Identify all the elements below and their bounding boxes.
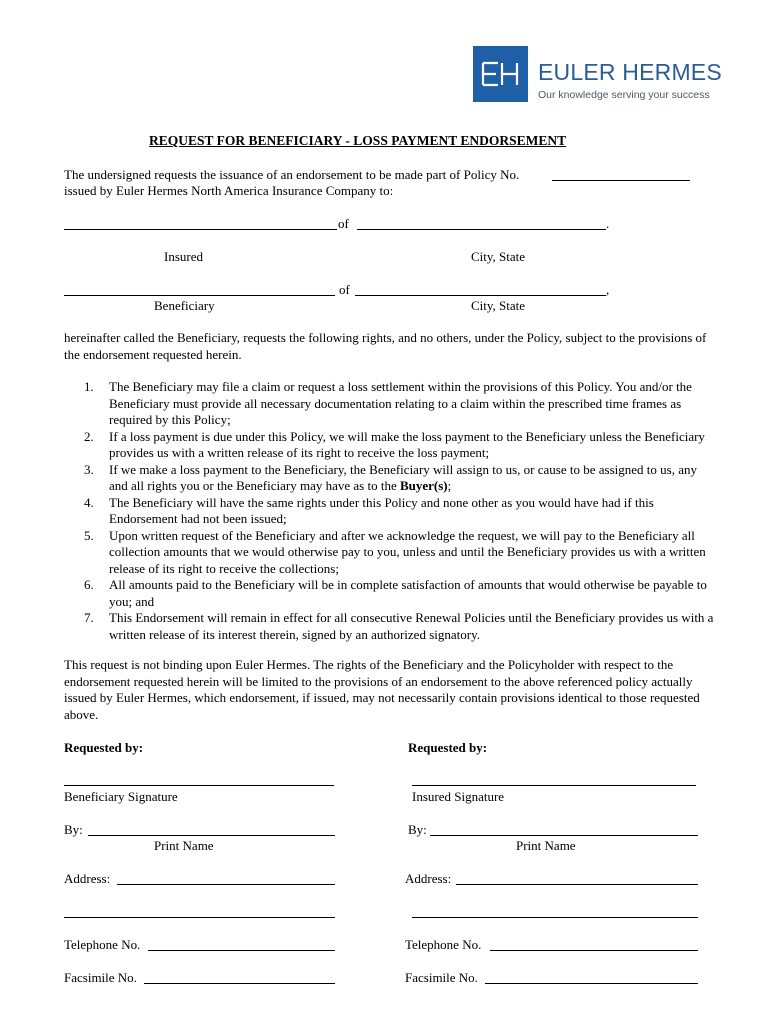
of-label-2: of [339,282,350,297]
list-item [64,379,714,429]
right-requested-by: Requested by: [408,740,488,755]
insured-label: Insured [164,249,203,264]
right-address-field-2[interactable] [412,917,698,918]
list-item-text-end: ; [447,478,452,493]
list-item [64,495,714,528]
list-item-number: 7. [84,610,94,625]
disclaimer-paragraph: This request is not binding upon Euler Hermes. The rights of the Beneficiary and the Policyholder with respect to the endorsement requested herein will be limited to the provisions of an endorsement to the above referenced policy actually issued by Euler Hermes, which endorsement, if issued, may not necessarily contain provisions identical to those requested above. [64,657,700,722]
rights-list [64,379,714,643]
euler-hermes-logo [473,46,528,102]
list-item-text: This Endorsement will remain in effect for all consecutive Renewal Policies until the Beneficiary provides us with a written release of its interest therein, signed by an authorized signatory. [109,610,714,642]
hereinafter-paragraph: hereinafter called the Beneficiary, requests the following rights, and no others, under the Policy, subject to the provisions of the endorsement requested herein. [64,330,707,362]
list-item-number: 5. [84,527,94,543]
left-address-label: Address: [64,871,111,886]
list-item [64,429,714,462]
eh-logo-mark-icon [473,46,528,102]
beneficiary-signature-label: Beneficiary Signature [64,789,178,804]
list-item-number: 1. [84,379,94,394]
left-address-field[interactable] [117,884,335,885]
logo-company-name: EULER HERMES [538,59,722,85]
list-item-number: 6. [84,577,94,592]
list-item-text: The Beneficiary will have the same rights under this Policy and none other as you would have had if this Endorsement had not been issued; [109,494,654,526]
policy-number-field[interactable] [552,180,690,181]
left-by-label: By: [64,822,83,837]
insured-city-state-field[interactable] [357,229,606,230]
beneficiary-city-state-field[interactable] [355,295,606,296]
right-facsimile-field[interactable] [485,983,698,984]
right-telephone-label: Telephone No. [405,937,482,952]
left-telephone-field[interactable] [148,950,335,951]
logo-tagline: Our knowledge serving your success [538,89,710,101]
list-item-number: 2. [84,428,94,444]
list-item-text: All amounts paid to the Beneficiary will be in complete satisfaction of amounts that would otherwise be payable to you; and [109,577,707,609]
comma-mark: , [606,282,610,297]
list-item [64,462,714,495]
beneficiary-label: Beneficiary [154,298,215,313]
left-telephone-label: Telephone No. [64,937,141,952]
left-requested-by: Requested by: [64,740,144,755]
list-item-number: 3. [84,461,94,477]
document-title: REQUEST FOR BENEFICIARY - LOSS PAYMENT ENDORSEMENT [149,133,567,148]
insured-name-field[interactable] [64,229,337,230]
right-address-field[interactable] [456,884,698,885]
insured-signature-field[interactable] [412,785,696,786]
city-state-label-2: City, State [471,298,526,313]
list-item-text: If a loss payment is due under this Policy, we will make the loss payment to the Beneficiary unless the Beneficiary provides us with a written release of its right to receive the loss payment; [109,428,705,460]
of-label-1: of [338,216,349,231]
right-address-label: Address: [405,871,452,886]
list-item-text: Upon written request of the Beneficiary and after we acknowledge the request, we will pay to the Beneficiary all collection amounts that we would otherwise pay to you, unless and until the Beneficiary provides us with a written release of its right to receive the collections; [109,527,706,576]
beneficiary-name-field[interactable] [64,295,335,296]
right-telephone-field[interactable] [490,950,698,951]
left-address-field-2[interactable] [64,917,335,918]
list-item-number: 4. [84,494,94,510]
right-print-name-field[interactable] [430,835,698,836]
beneficiary-signature-field[interactable] [64,785,334,786]
right-by-label: By: [408,822,427,837]
intro-line-1: The undersigned requests the issuance of an endorsement to be made part of Policy No. [64,167,520,182]
period-mark: . [606,216,610,231]
intro-line-2: issued by Euler Hermes North America Insurance Company to: [64,183,394,198]
city-state-label-1: City, State [471,249,526,264]
left-print-name-label: Print Name [154,838,214,853]
list-item-text: If we make a loss payment to the Beneficiary, the Beneficiary will assign to us, or cause to be assigned to us, any and all rights you or the Beneficiary may have as to the [109,461,697,493]
insured-signature-label: Insured Signature [412,789,505,804]
left-print-name-field[interactable] [88,835,335,836]
right-facsimile-label: Facsimile No. [405,970,478,985]
left-facsimile-label: Facsimile No. [64,970,137,985]
list-item [64,528,714,578]
list-item [64,610,714,643]
list-item-text: The Beneficiary may file a claim or request a loss settlement within the provisions of this Policy. You and/or the Beneficiary must provide all necessary documentation relating to a claim within the prescribed time frames as required by this Policy; [109,379,692,427]
list-item [64,577,714,610]
right-print-name-label: Print Name [516,838,576,853]
left-facsimile-field[interactable] [144,983,335,984]
buyers-term: Buyer(s) [399,478,448,493]
